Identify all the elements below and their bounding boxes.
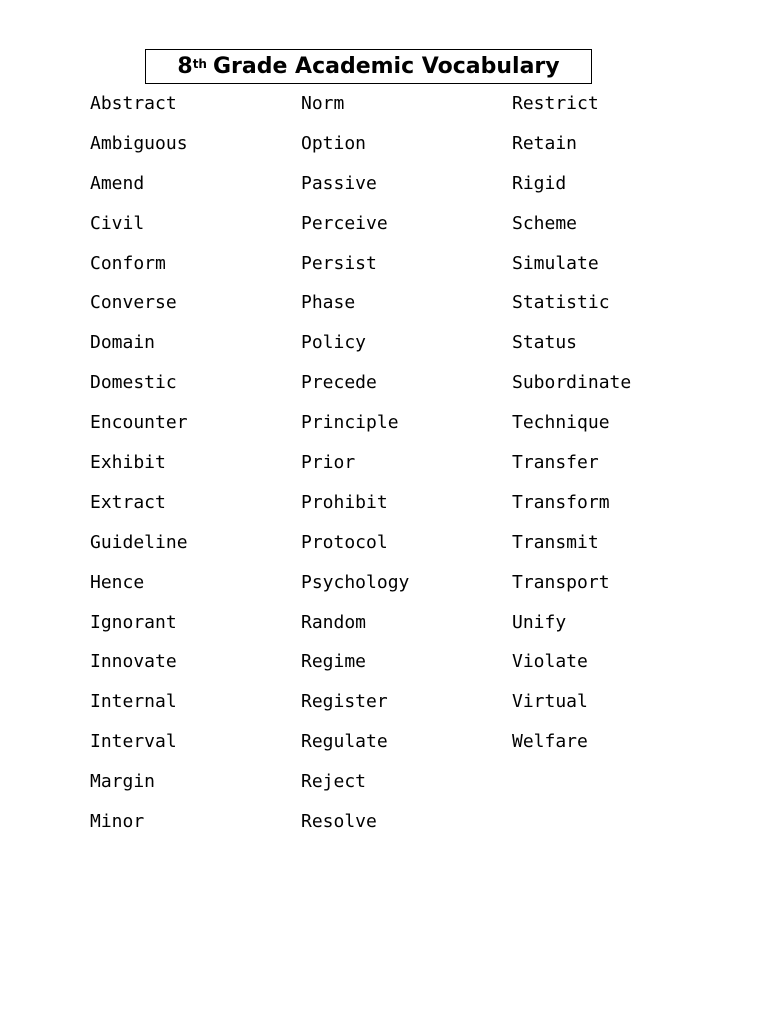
vocabulary-word: Rigid [512,172,567,194]
vocabulary-word: Protocol [301,531,388,553]
vocabulary-word: Interval [90,731,177,753]
vocabulary-word: Extract [90,491,166,513]
vocabulary-word: Subordinate [512,372,632,394]
vocabulary-word: Violate [512,651,588,673]
title-grade-number: 8 [177,54,193,79]
vocabulary-word: Status [512,332,578,354]
vocabulary-word: Technique [512,412,610,434]
vocabulary-word: Precede [301,372,377,394]
vocabulary-word: Guideline [90,531,188,553]
vocabulary-word: Passive [301,172,377,194]
vocabulary-word: Simulate [512,252,599,274]
vocabulary-word: Perceive [301,212,388,234]
vocabulary-word: Welfare [512,731,588,753]
vocabulary-word: Internal [90,691,177,713]
vocabulary-word: Ambiguous [90,132,188,154]
vocabulary-word: Option [301,132,367,154]
vocabulary-word: Virtual [512,691,588,713]
vocabulary-word: Psychology [301,571,410,593]
vocabulary-word: Transform [512,491,610,513]
vocabulary-word: Phase [301,292,356,314]
vocabulary-word: Restrict [512,93,599,114]
vocabulary-word: Margin [90,771,156,793]
vocabulary-word: Retain [512,132,578,154]
vocabulary-word: Innovate [90,651,177,673]
vocabulary-word: Transfer [512,452,599,474]
vocabulary-word: Abstract [90,93,177,114]
vocabulary-word: Civil [90,212,145,234]
vocabulary-word: Encounter [90,412,188,434]
vocabulary-word: Ignorant [90,611,177,633]
vocabulary-word: Random [301,611,367,633]
vocabulary-word: Policy [301,332,367,354]
vocabulary-word: Persist [301,252,377,274]
vocabulary-word: Transmit [512,531,599,553]
vocabulary-column-2 [301,92,409,850]
vocabulary-word: Reject [301,771,367,793]
vocabulary-word: Converse [90,292,177,314]
title-text: Grade Academic Vocabulary [212,54,560,79]
vocabulary-word: Hence [90,571,145,593]
vocabulary-word: Minor [90,811,145,833]
vocabulary-word: Domestic [90,372,177,394]
vocabulary-word: Transport [512,571,610,593]
vocabulary-word: Statistic [512,292,610,314]
vocabulary-column-3 [512,92,631,770]
vocabulary-word: Principle [301,412,399,434]
vocabulary-word: Regulate [301,731,388,753]
vocabulary-word: Regime [301,651,367,673]
vocabulary-column-1 [90,92,188,850]
vocabulary-word: Prior [301,452,356,474]
vocabulary-word: Resolve [301,811,377,833]
vocabulary-word: Norm [301,93,345,114]
vocabulary-word: Register [301,691,388,713]
vocabulary-word: Unify [512,611,567,633]
title-ordinal-suffix: th [192,56,207,71]
vocabulary-word: Amend [90,172,145,194]
vocabulary-word: Domain [90,332,156,354]
page-title [145,49,592,84]
vocabulary-word: Scheme [512,212,578,234]
vocabulary-word: Exhibit [90,452,166,474]
vocabulary-word: Conform [90,252,166,274]
vocabulary-word: Prohibit [301,491,388,513]
